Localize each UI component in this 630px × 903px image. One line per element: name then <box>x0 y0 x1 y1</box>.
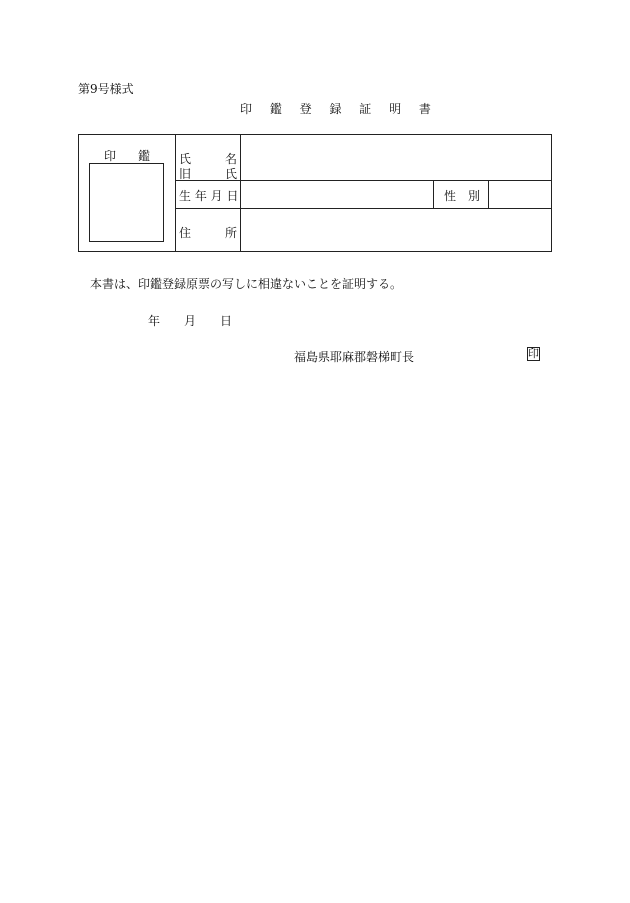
address-label: 住 所 <box>179 226 237 240</box>
table-divider-labels <box>240 134 241 252</box>
document-title: 印 鑑 登 録 証 明 書 <box>240 102 438 116</box>
certification-statement: 本書は、印鑑登録原票の写しに相違ないことを証明する。 <box>90 277 403 291</box>
seal-impression-box <box>89 163 164 242</box>
former-name-label: 旧 氏 <box>179 167 237 181</box>
birthdate-label: 生 年 月 日 <box>179 189 239 203</box>
seal-label: 印 鑑 <box>104 149 150 163</box>
table-row-divider-2 <box>175 208 552 209</box>
name-label: 氏 名 <box>179 152 237 166</box>
table-divider-gender <box>488 180 489 209</box>
table-divider-seal <box>175 134 176 252</box>
issue-date: 年 月 日 <box>148 314 233 328</box>
gender-label: 性 別 <box>444 189 481 203</box>
table-divider-birthdate <box>433 180 434 209</box>
form-number: 第9号様式 <box>78 82 134 96</box>
issuer-name: 福島県耶麻郡磐梯町長 <box>294 350 415 364</box>
official-seal-mark: 印 <box>528 347 539 360</box>
